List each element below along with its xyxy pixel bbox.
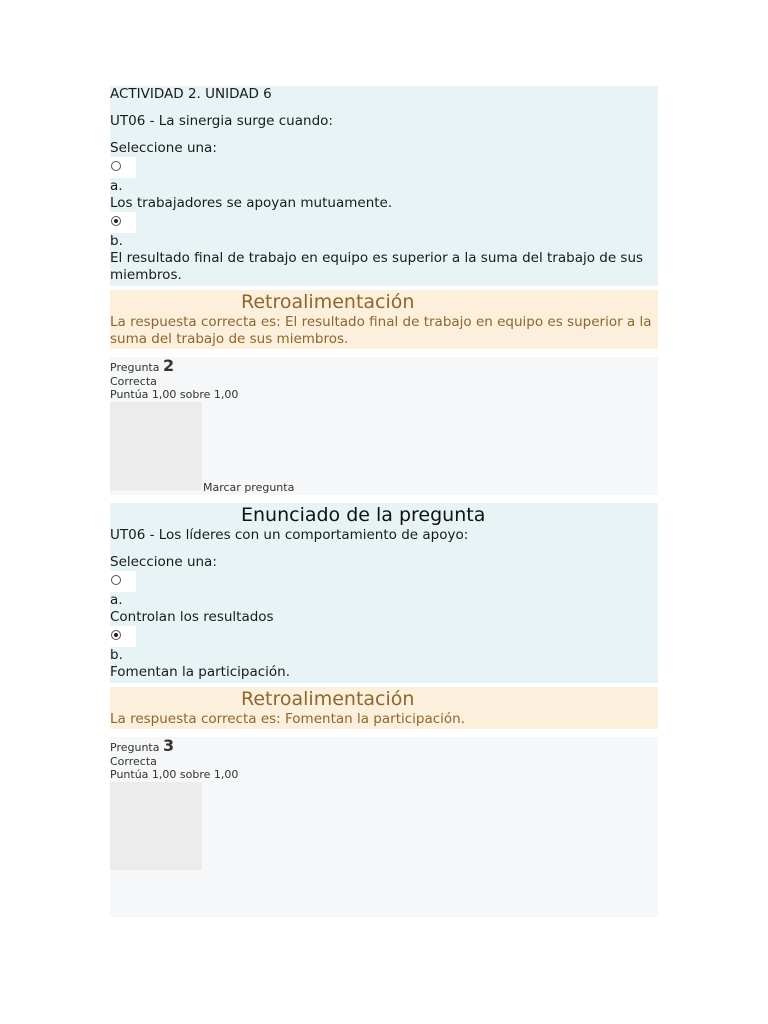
question-2-text: UT06 - Los líderes con un comportamiento de apoyo: <box>110 527 469 543</box>
question-2-info <box>110 357 658 495</box>
radio-unchecked-icon <box>111 575 121 585</box>
option-b-radio[interactable] <box>110 212 136 233</box>
option-a-radio[interactable] <box>110 157 136 178</box>
option-b-letter: b. <box>110 647 123 663</box>
question-grade: Puntúa 1,00 sobre 1,00 <box>110 768 239 781</box>
flag-question-link[interactable]: Marcar pregunta <box>203 481 295 494</box>
question-label: Pregunta <box>110 741 160 754</box>
radio-unchecked-icon <box>111 161 121 171</box>
question-statement-heading: Enunciado de la pregunta <box>241 504 486 526</box>
question-2-feedback <box>110 687 658 729</box>
radio-checked-icon <box>111 216 121 226</box>
question-number: 3 <box>162 736 175 755</box>
option-b-text: El resultado final de trabajo en equipo es superior a la suma del trabajo de sus miembros. <box>110 250 644 283</box>
feedback-title: Retroalimentación <box>241 688 415 710</box>
select-prompt: Seleccione una: <box>110 554 217 570</box>
radio-checked-icon <box>111 630 121 640</box>
option-a-text: Controlan los resultados <box>110 609 274 625</box>
question-2-formulation <box>110 503 658 683</box>
option-b-text: Fomentan la participación. <box>110 664 291 680</box>
question-state: Correcta <box>110 754 157 768</box>
feedback-title: Retroalimentación <box>241 291 415 313</box>
option-b-letter: b. <box>110 233 123 249</box>
question-state: Correcta <box>110 374 157 388</box>
question-grade: Puntúa 1,00 sobre 1,00 <box>110 388 239 401</box>
feedback-text: La respuesta correcta es: El resultado final de trabajo en equipo es superior a la suma del trabajo de sus miembros. <box>110 314 652 347</box>
option-a-letter: a. <box>110 178 123 194</box>
option-a-radio[interactable] <box>110 571 136 592</box>
option-a-letter: a. <box>110 592 123 608</box>
question-1-formulation <box>110 86 658 286</box>
question-number: 2 <box>162 356 175 375</box>
question-3-info <box>110 737 658 917</box>
option-b-radio[interactable] <box>110 626 136 647</box>
select-prompt: Seleccione una: <box>110 140 217 156</box>
quiz-review-page <box>110 86 658 917</box>
feedback-text: La respuesta correcta es: Fomentan la participación. <box>110 711 466 727</box>
question-1-text: UT06 - La sinergia surge cuando: <box>110 113 333 129</box>
option-a-text: Los trabajadores se apoyan mutuamente. <box>110 195 393 211</box>
activity-title: ACTIVIDAD 2. UNIDAD 6 <box>110 86 272 102</box>
flag-box <box>110 402 202 490</box>
question-1-feedback <box>110 290 658 349</box>
flag-box <box>110 782 202 870</box>
question-label: Pregunta <box>110 361 160 374</box>
